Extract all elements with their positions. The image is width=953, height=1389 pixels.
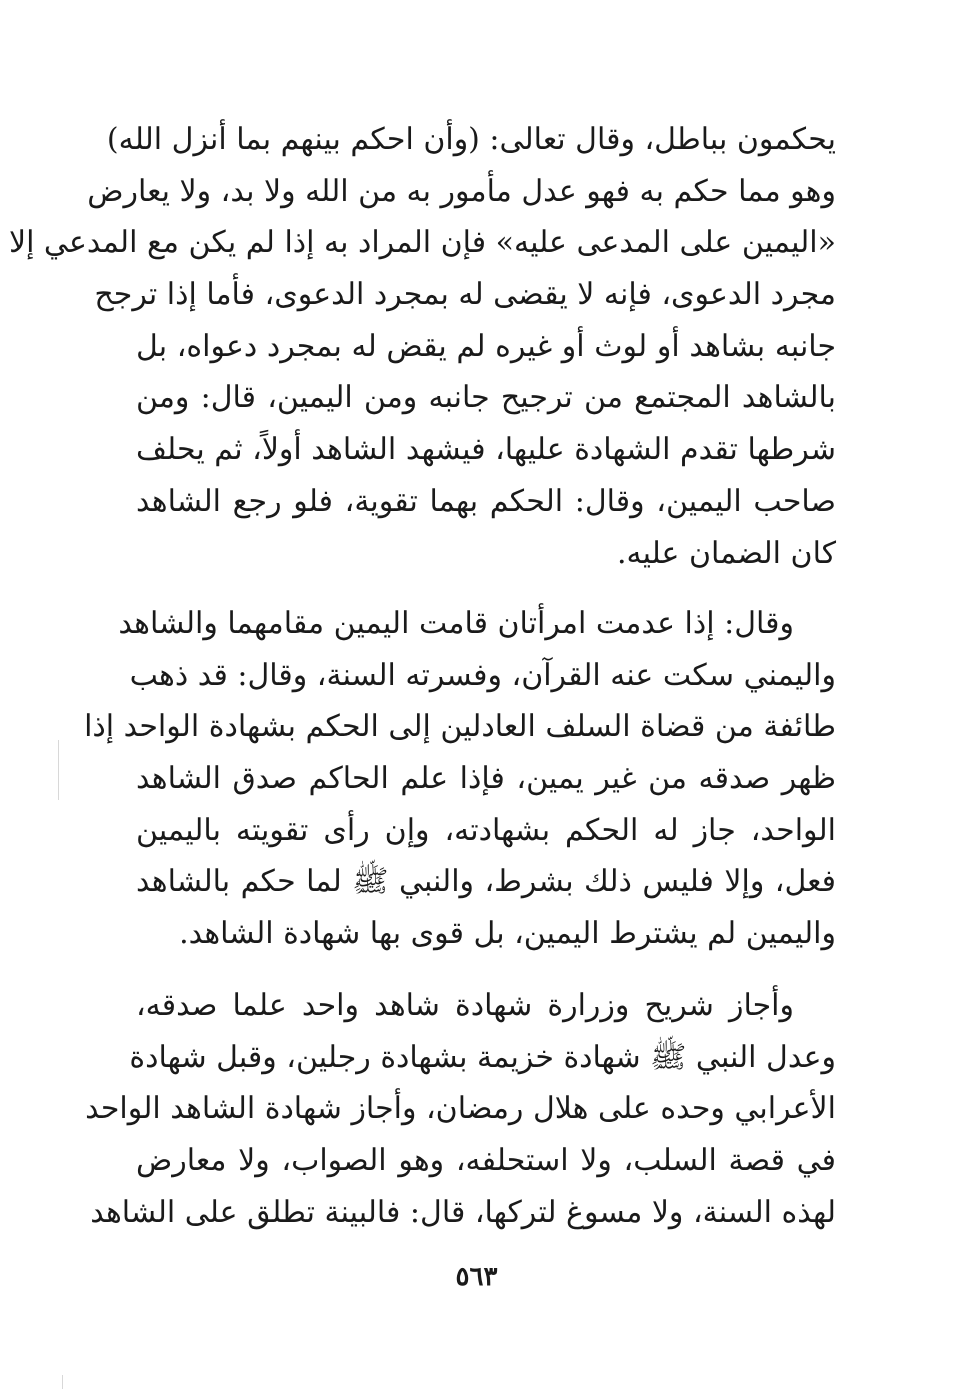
scan-mark — [58, 740, 59, 800]
text-line: جانبه بشاهد أو لوث أو غيره لم يقض له بمجرد دعواه، بل — [136, 328, 836, 364]
text-line: مجرد الدعوى، فإنه لا يقضى له بمجرد الدعوى، فأما إذا ترجح — [94, 277, 836, 313]
page-number: ٥٦٣ — [455, 1262, 498, 1292]
text-line: شرطها تقدم الشهادة عليها، فيشهد الشاهد أولاً، ثم يحلف — [136, 432, 836, 468]
text-line: واليمني سكت عنه القرآن، وفسرته السنة، وقال: قد ذهب — [129, 657, 836, 693]
text-line: «اليمين على المدعى عليه» فإن المراد به إذا لم يكن مع المدعي إلا — [8, 225, 836, 261]
paragraph-1 — [8, 114, 836, 579]
text-line: واليمين لم يشترط اليمين، بل قوى بها شهادة الشاهد. — [179, 916, 836, 952]
text-line: وقال: إذا عدمت امرأتان قامت اليمين مقامهما والشاهد — [118, 606, 794, 641]
text-line: يحكمون بباطل، وقال تعالى: (وأن احكم بينهم بما أنزل الله) — [106, 122, 836, 157]
text-line: لهذه السنة، ولا مسوغ لتركها، قال: فالبينة تطلق على الشاهد — [90, 1194, 836, 1230]
text-line: وعدل النبي ﷺ شهادة خزيمة بشهادة رجلين، وقبل شهادة — [129, 1039, 836, 1075]
text-line: كان الضمان عليه. — [616, 535, 836, 571]
scan-mark — [62, 1375, 63, 1389]
text-line: صاحب اليمين، وقال: الحكم بهما تقوية، فلو رجع الشاهد — [136, 483, 836, 519]
text-line: الأعرابي وحده على هلال رمضان، وأجاز شهادة الشاهد الواحد — [85, 1091, 836, 1127]
text-line: الواحد، جاز له الحكم بشهادته، وإن رأى تقويته باليمين — [136, 812, 836, 848]
text-line: بالشاهد المجتمع من ترجيح جانبه ومن اليمين، قال: ومن — [136, 380, 836, 416]
text-line: فعل، وإلا فليس ذلك بشرط، والنبي ﷺ لما حكم بالشاهد — [136, 864, 836, 900]
paragraph-2 — [84, 598, 836, 960]
paragraph-3 — [85, 980, 836, 1238]
text-line: وأجاز شريح وزرارة شهادة شاهد واحد علما صدقه، — [136, 988, 794, 1023]
text-line: وهو مما حكم به فهو عدل مأمور به من الله ولا بد، ولا يعارض — [87, 173, 836, 209]
text-line: في قصة السلب، ولا استحلفه، وهو الصواب، ولا معارض — [136, 1143, 836, 1179]
text-line: طائفة من قضاة السلف العادلين إلى الحكم بشهادة الواحد إذا — [84, 709, 836, 745]
text-line: ظهر صدقه من غير يمين، فإذا علم الحاكم صدق الشاهد — [136, 761, 836, 797]
